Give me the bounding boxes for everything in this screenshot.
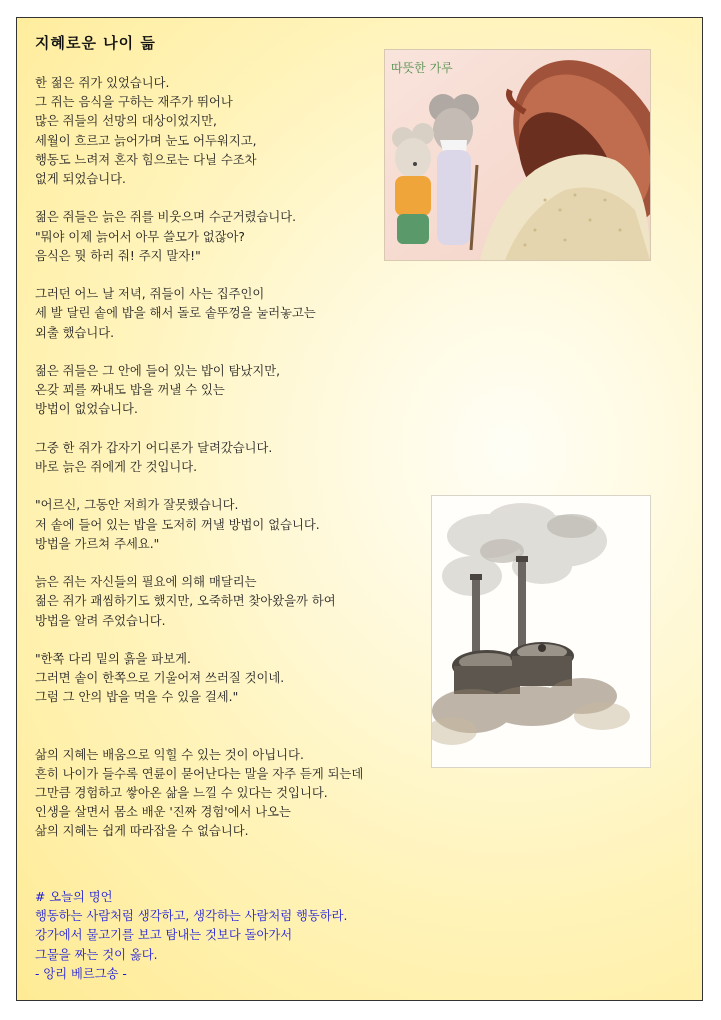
- document-page: [16, 17, 703, 1001]
- quote-author: - 앙리 베르그송 -: [35, 966, 127, 981]
- text-line: 늙은 쥐는 자신들의 필요에 의해 매달리는: [35, 575, 257, 590]
- text-line: 방법이 없었습니다.: [35, 402, 138, 417]
- pots-illustration: [431, 495, 651, 768]
- text-line: 방법을 알려 주었습니다.: [35, 613, 166, 628]
- paragraph-8: [35, 650, 495, 708]
- text-line: 그러던 어느 날 저녁, 쥐들이 사는 집주인이: [35, 287, 265, 302]
- paragraph-3: [35, 285, 495, 343]
- text-line: 흔히 나이가 들수록 연륜이 묻어난다는 말을 자주 듣게 되는데: [35, 766, 364, 781]
- text-line: 젊은 쥐가 괘씸하기도 했지만, 오죽하면 찾아왔을까 하여: [35, 594, 336, 609]
- text-line: 음식은 뭣 하러 줘! 주지 말자!": [35, 248, 201, 263]
- paragraph-5: [35, 439, 495, 477]
- quote-line: 행동하는 사람처럼 생각하고, 생각하는 사람처럼 행동하라.: [35, 909, 348, 924]
- paragraph-7: [35, 573, 495, 631]
- text-line: 온갖 꾀를 짜내도 밥을 꺼낼 수 있는: [35, 383, 225, 398]
- text-line: 그 쥐는 음식을 구하는 재주가 뛰어나: [35, 95, 233, 110]
- text-line: 인생을 살면서 몸소 배운 '진짜 경험'에서 나오는: [35, 805, 291, 820]
- text-line: 그럼 그 안의 밥을 먹을 수 있을 걸세.": [35, 690, 239, 705]
- text-line: 외출 했습니다.: [35, 325, 115, 340]
- quote-block: [35, 888, 347, 984]
- paragraph-4: [35, 362, 495, 420]
- text-line: 젊은 쥐들은 그 안에 들어 있는 밥이 탐났지만,: [35, 364, 281, 378]
- text-line: 젊은 쥐들은 늙은 쥐를 비웃으며 수군거렸습니다.: [35, 210, 297, 225]
- text-line: "한쪽 다리 밑의 흙을 파보게.: [35, 651, 191, 666]
- paragraph-6: [35, 496, 495, 554]
- mice-pot-illustration: [384, 49, 651, 261]
- page-title: 지혜로운 나이 듦: [35, 34, 156, 52]
- quote-line: 강가에서 물고기를 보고 탐내는 것보다 돌아가서: [35, 928, 293, 943]
- text-line: "뭐야 이제 늙어서 아무 쓸모가 없잖아?: [35, 229, 245, 244]
- text-line: 그러면 솥이 한쪽으로 기울어져 쓰러질 것이네.: [35, 671, 285, 686]
- text-line: 그만큼 경험하고 쌓아온 삶을 느낄 수 있다는 것입니다.: [35, 786, 328, 800]
- text-line: 삶의 지혜는 쉽게 따라잡을 수 없습니다.: [35, 824, 249, 839]
- text-line: 그중 한 쥐가 갑자기 어디론가 달려갔습니다.: [35, 440, 273, 455]
- text-line: "어르신, 그동안 저희가 잘못했습니다.: [35, 498, 239, 513]
- text-line: 많은 쥐들의 선망의 대상이었지만,: [35, 114, 217, 129]
- signature-text: 따뜻한 가루: [391, 61, 453, 75]
- quote-heading: # 오늘의 명언: [35, 890, 113, 904]
- quote-line: 그물을 짜는 것이 옳다.: [35, 947, 158, 962]
- text-line: 바로 늙은 쥐에게 간 것입니다.: [35, 460, 198, 474]
- text-line: 저 솥에 들어 있는 밥을 도저히 꺼낼 방법이 없습니다.: [35, 517, 320, 532]
- paragraph-9: [35, 746, 495, 842]
- text-line: 행동도 느려져 혼자 힘으로는 다닐 수조차: [35, 152, 257, 167]
- text-line: 세 발 달린 솥에 밥을 해서 돌로 솥뚜껑을 눌러놓고는: [35, 306, 316, 321]
- text-line: 세월이 흐르고 늙어가며 눈도 어두워지고,: [35, 133, 257, 148]
- text-line: 삶의 지혜는 배움으로 익힐 수 있는 것이 아닙니다.: [35, 747, 304, 762]
- text-line: 없게 되었습니다.: [35, 172, 126, 187]
- text-line: 한 젊은 쥐가 있었습니다.: [35, 76, 170, 90]
- text-line: 방법을 가르쳐 주세요.": [35, 536, 160, 551]
